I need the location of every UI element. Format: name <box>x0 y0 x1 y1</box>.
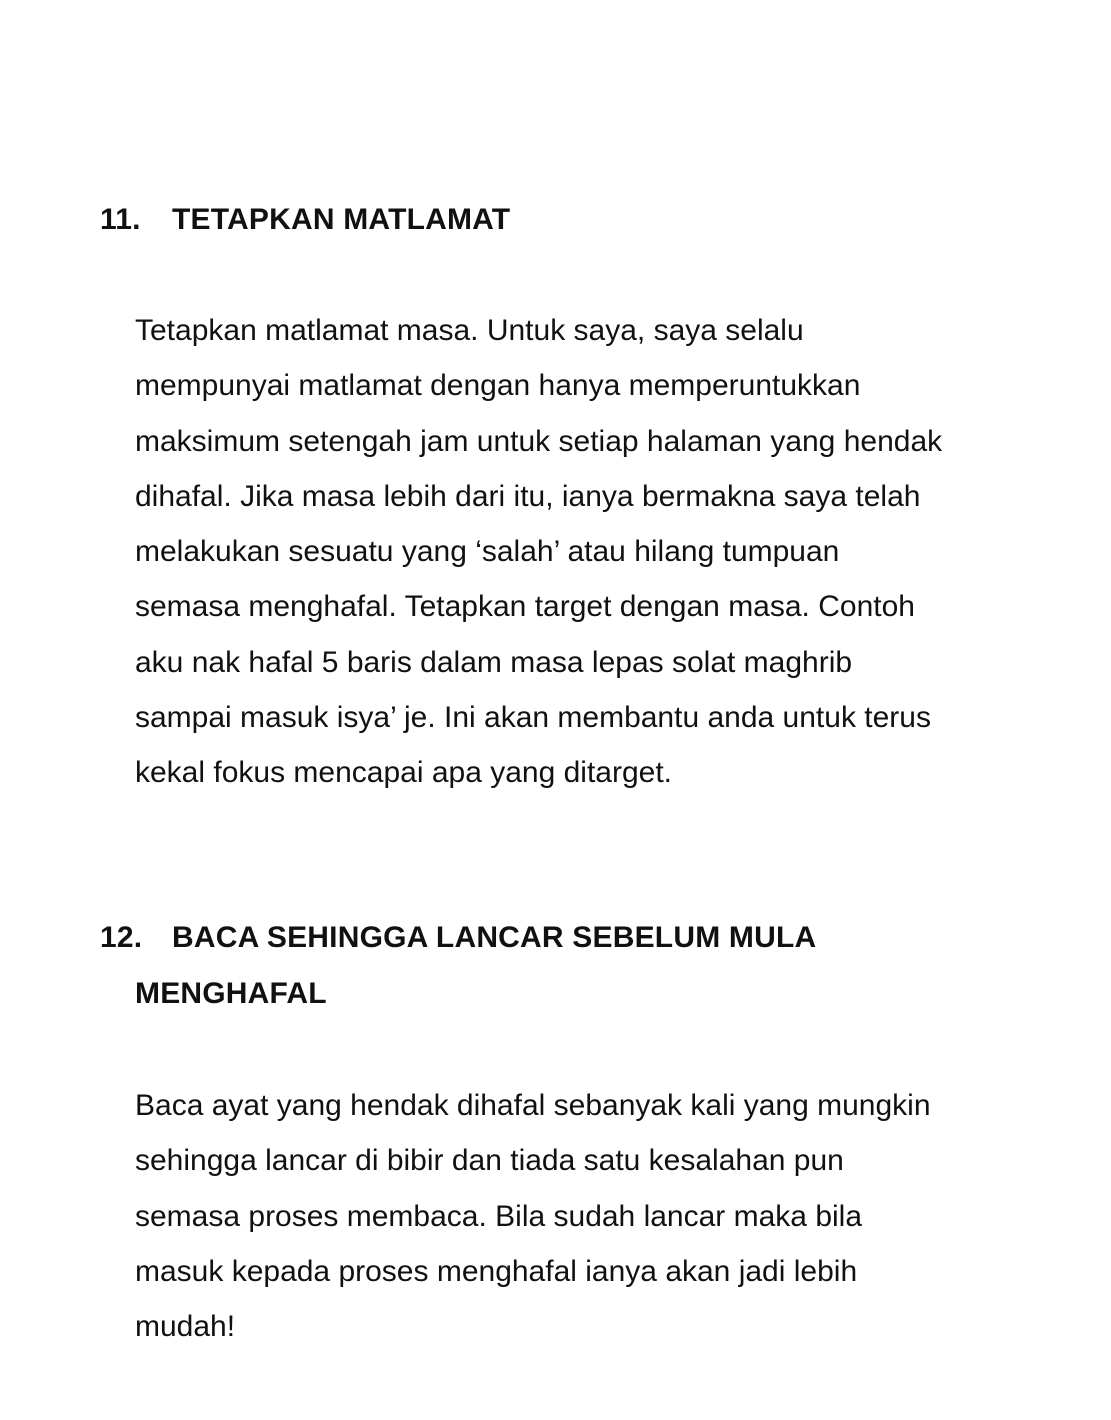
section-heading <box>100 910 816 1022</box>
section-title: BACA SEHINGGA LANCAR SEBELUM MULA <box>172 921 817 954</box>
body-line: kekal fokus mencapai apa yang ditarget. <box>135 756 672 790</box>
body-line: semasa menghafal. Tetapkan target dengan masa. Contoh <box>135 590 915 624</box>
section-number: 11. <box>100 203 141 236</box>
body-line: Baca ayat yang hendak dihafal sebanyak kali yang mungkin <box>135 1089 931 1122</box>
section-title-continued: MENGHAFAL <box>135 977 327 1010</box>
section-title: TETAPKAN MATLAMAT <box>172 203 511 236</box>
body-line: masuk kepada proses menghafal ianya akan jadi lebih <box>135 1254 858 1288</box>
section-body <box>135 1078 1015 1354</box>
body-line: dihafal. Jika masa lebih dari itu, ianya bermakna saya telah <box>135 479 921 513</box>
body-line: mempunyai matlamat dengan hanya memperuntukkan <box>135 369 861 403</box>
body-line: mudah! <box>135 1310 236 1344</box>
body-line: maksimum setengah jam untuk setiap halaman yang hendak <box>135 424 943 458</box>
body-line: sampai masuk isya’ je. Ini akan membantu anda untuk terus <box>135 701 931 735</box>
body-line: melakukan sesuatu yang ‘salah’ atau hilang tumpuan <box>135 535 840 569</box>
section-number: 12. <box>100 921 143 954</box>
body-line: sehingga lancar di bibir dan tiada satu kesalahan pun <box>135 1144 844 1178</box>
section-heading <box>100 192 510 248</box>
section-body <box>135 303 1015 801</box>
body-line: Tetapkan matlamat masa. Untuk saya, saya selalu <box>135 314 804 347</box>
body-line: aku nak hafal 5 baris dalam masa lepas solat maghrib <box>135 645 853 679</box>
body-line: semasa proses membaca. Bila sudah lancar maka bila <box>135 1199 863 1233</box>
